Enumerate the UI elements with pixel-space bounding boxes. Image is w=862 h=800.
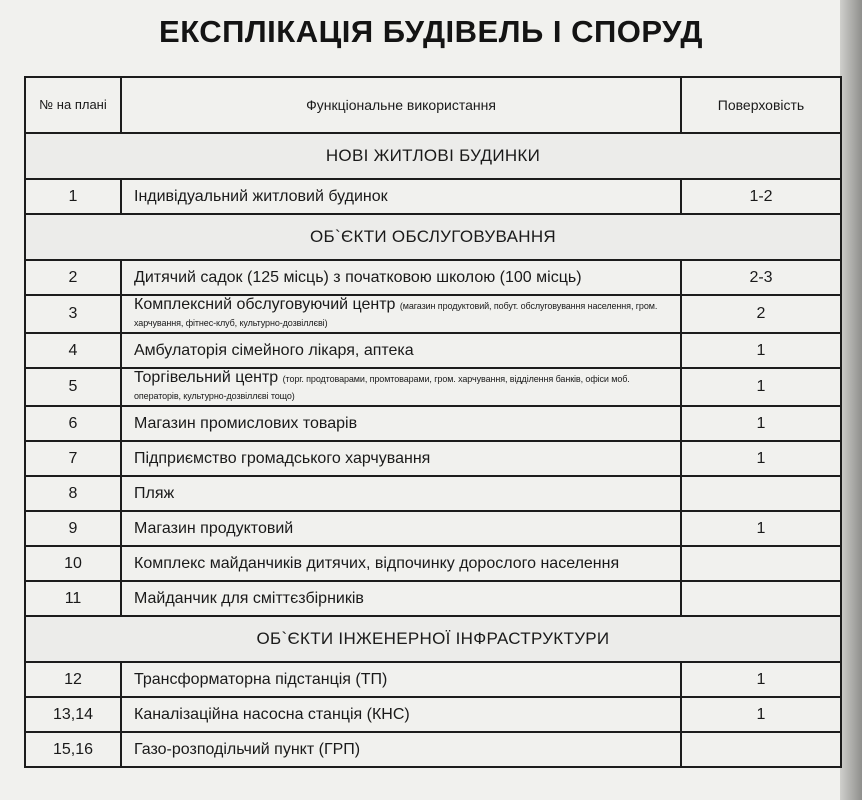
section-header-row [25, 133, 841, 179]
table-row [25, 295, 841, 333]
table-row [25, 441, 841, 476]
plan-number: 13,14 [25, 697, 121, 732]
plan-number: 12 [25, 662, 121, 697]
function-name: Торгівельний центр [134, 369, 279, 386]
plan-number: 9 [25, 511, 121, 546]
floors-cell [681, 732, 841, 767]
function-cell: Дитячий садок (125 місць) з початковою школою (100 місць) [121, 260, 681, 295]
header-function: Функціональне використання [121, 77, 681, 133]
section-title: ОБ`ЄКТИ ІНЖЕНЕРНОЇ ІНФРАСТРУКТУРИ [25, 616, 841, 662]
function-cell: Магазин продуктовий [121, 511, 681, 546]
function-note: (торг. продтоварами, промтоварами, гром. харчування, відділення банків, офіси моб. операторів, культурно-дозвіллєві тощо) [134, 374, 630, 401]
table-row [25, 662, 841, 697]
floors-cell: 1 [681, 368, 841, 406]
floors-cell: 1 [681, 333, 841, 368]
header-floors: Поверховість [681, 77, 841, 133]
table-row [25, 732, 841, 767]
section-header-row [25, 214, 841, 260]
floors-cell: 2-3 [681, 260, 841, 295]
floors-cell: 1 [681, 697, 841, 732]
table-row [25, 368, 841, 406]
table-row [25, 406, 841, 441]
function-cell: Майданчик для сміттєзбірників [121, 581, 681, 616]
floors-cell: 1 [681, 662, 841, 697]
table-row [25, 179, 841, 214]
function-cell [121, 295, 681, 333]
plan-number: 5 [25, 368, 121, 406]
header-row [25, 77, 841, 133]
floors-cell [681, 546, 841, 581]
table-row [25, 581, 841, 616]
section-title: ОБ`ЄКТИ ОБСЛУГОВУВАННЯ [25, 214, 841, 260]
monitor-bezel [840, 0, 862, 800]
table-row [25, 260, 841, 295]
plan-number: 6 [25, 406, 121, 441]
plan-number: 1 [25, 179, 121, 214]
table-body [25, 77, 841, 767]
floors-cell: 1 [681, 441, 841, 476]
plan-number: 15,16 [25, 732, 121, 767]
explication-table [24, 76, 842, 768]
function-cell: Підприємство громадського харчування [121, 441, 681, 476]
header-number: № на плані [25, 77, 121, 133]
function-cell: Газо-розподільчий пункт (ГРП) [121, 732, 681, 767]
table-row [25, 511, 841, 546]
function-cell: Трансформаторна підстанція (ТП) [121, 662, 681, 697]
floors-cell [681, 476, 841, 511]
floors-cell: 1-2 [681, 179, 841, 214]
floors-cell: 1 [681, 406, 841, 441]
function-cell: Амбулаторія сімейного лікаря, аптека [121, 333, 681, 368]
table-row [25, 333, 841, 368]
plan-number: 8 [25, 476, 121, 511]
floors-cell: 2 [681, 295, 841, 333]
plan-number: 11 [25, 581, 121, 616]
document-title: ЕКСПЛІКАЦІЯ БУДІВЕЛЬ І СПОРУД [159, 14, 703, 49]
function-cell [121, 368, 681, 406]
function-cell: Каналізаційна насосна станція (КНС) [121, 697, 681, 732]
function-cell: Пляж [121, 476, 681, 511]
table-row [25, 476, 841, 511]
section-header-row [25, 616, 841, 662]
function-cell: Індивідуальний житловий будинок [121, 179, 681, 214]
plan-number: 10 [25, 546, 121, 581]
table-row [25, 697, 841, 732]
section-title: НОВІ ЖИТЛОВІ БУДИНКИ [25, 133, 841, 179]
plan-number: 2 [25, 260, 121, 295]
function-note: (магазин продуктовий, побут. обслуговування населення, гром. харчування, фітнес-клуб, культурно-дозвіллєві) [134, 301, 658, 328]
function-cell: Комплекс майданчиків дитячих, відпочинку дорослого населення [121, 546, 681, 581]
floors-cell: 1 [681, 511, 841, 546]
plan-number: 7 [25, 441, 121, 476]
floors-cell [681, 581, 841, 616]
function-name: Комплексний обслуговуючий центр [134, 296, 396, 313]
plan-number: 3 [25, 295, 121, 333]
plan-number: 4 [25, 333, 121, 368]
function-cell: Магазин промислових товарів [121, 406, 681, 441]
table-row [25, 546, 841, 581]
